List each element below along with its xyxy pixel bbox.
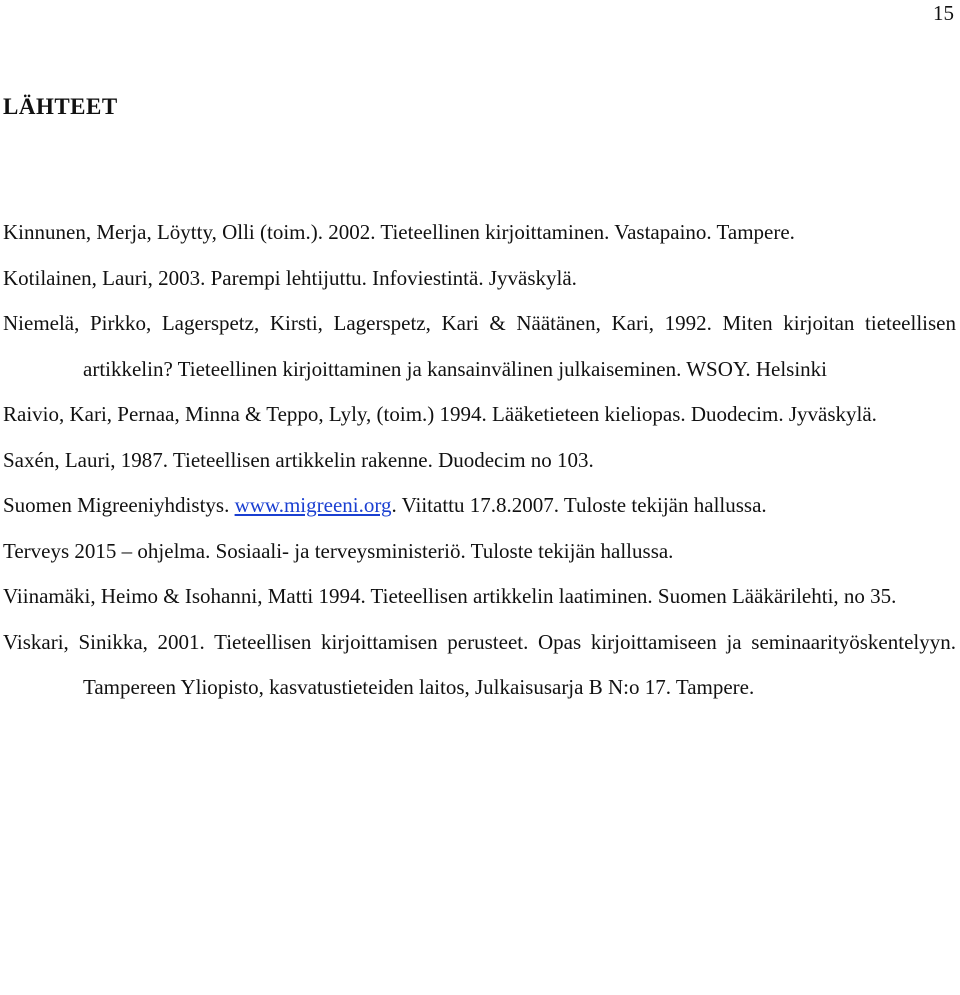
reference-item: [3, 483, 956, 529]
reference-item: Kinnunen, Merja, Löytty, Olli (toim.). 2002. Tieteellinen kirjoittaminen. Vastapaino. Tampere.: [3, 220, 795, 244]
reference-item: Saxén, Lauri, 1987. Tieteellisen artikkelin rakenne. Duodecim no 103.: [3, 447, 594, 472]
reference-text: . Viitattu 17.8.2007. Tuloste tekijän hallussa.: [391, 493, 767, 517]
page-title: LÄHTEET: [3, 94, 118, 119]
page-number: 15: [933, 1, 954, 25]
reference-item: Viinamäki, Heimo & Isohanni, Matti 1994. Tieteellisen artikkelin laatiminen. Suomen Lääkärilehti, no 35.: [3, 584, 897, 608]
reference-text: Suomen Migreeniyhdistys.: [3, 493, 235, 517]
migreeni-link[interactable]: www.migreeni.org: [234, 493, 392, 517]
reference-item: Viskari, Sinikka, 2001. Tieteellisen kirjoittamisen perusteet. Opas kirjoittamiseen ja seminaarityöskentelyyn. Tampereen Yliopisto, kasvatustieteiden laitos, Julkaisusarja B N:o 17. Tampere.: [3, 629, 956, 699]
reference-list: [3, 210, 956, 711]
reference-item: Niemelä, Pirkko, Lagerspetz, Kirsti, Lagerspetz, Kari & Näätänen, Kari, 1992. Miten kirjoitan tieteellisen artikkelin? Tieteellinen kirjoittaminen ja kansainvälinen julkaiseminen. WSOY. Helsinki: [3, 311, 956, 381]
reference-item: Kotilainen, Lauri, 2003. Parempi lehtijuttu. Infoviestintä. Jyväskylä.: [3, 265, 577, 290]
reference-item: Terveys 2015 – ohjelma. Sosiaali- ja terveysministeriö. Tuloste tekijän hallussa.: [3, 538, 674, 563]
reference-item: Raivio, Kari, Pernaa, Minna & Teppo, Lyly, (toim.) 1994. Lääketieteen kieliopas. Duodecim. Jyväskylä.: [3, 402, 877, 426]
